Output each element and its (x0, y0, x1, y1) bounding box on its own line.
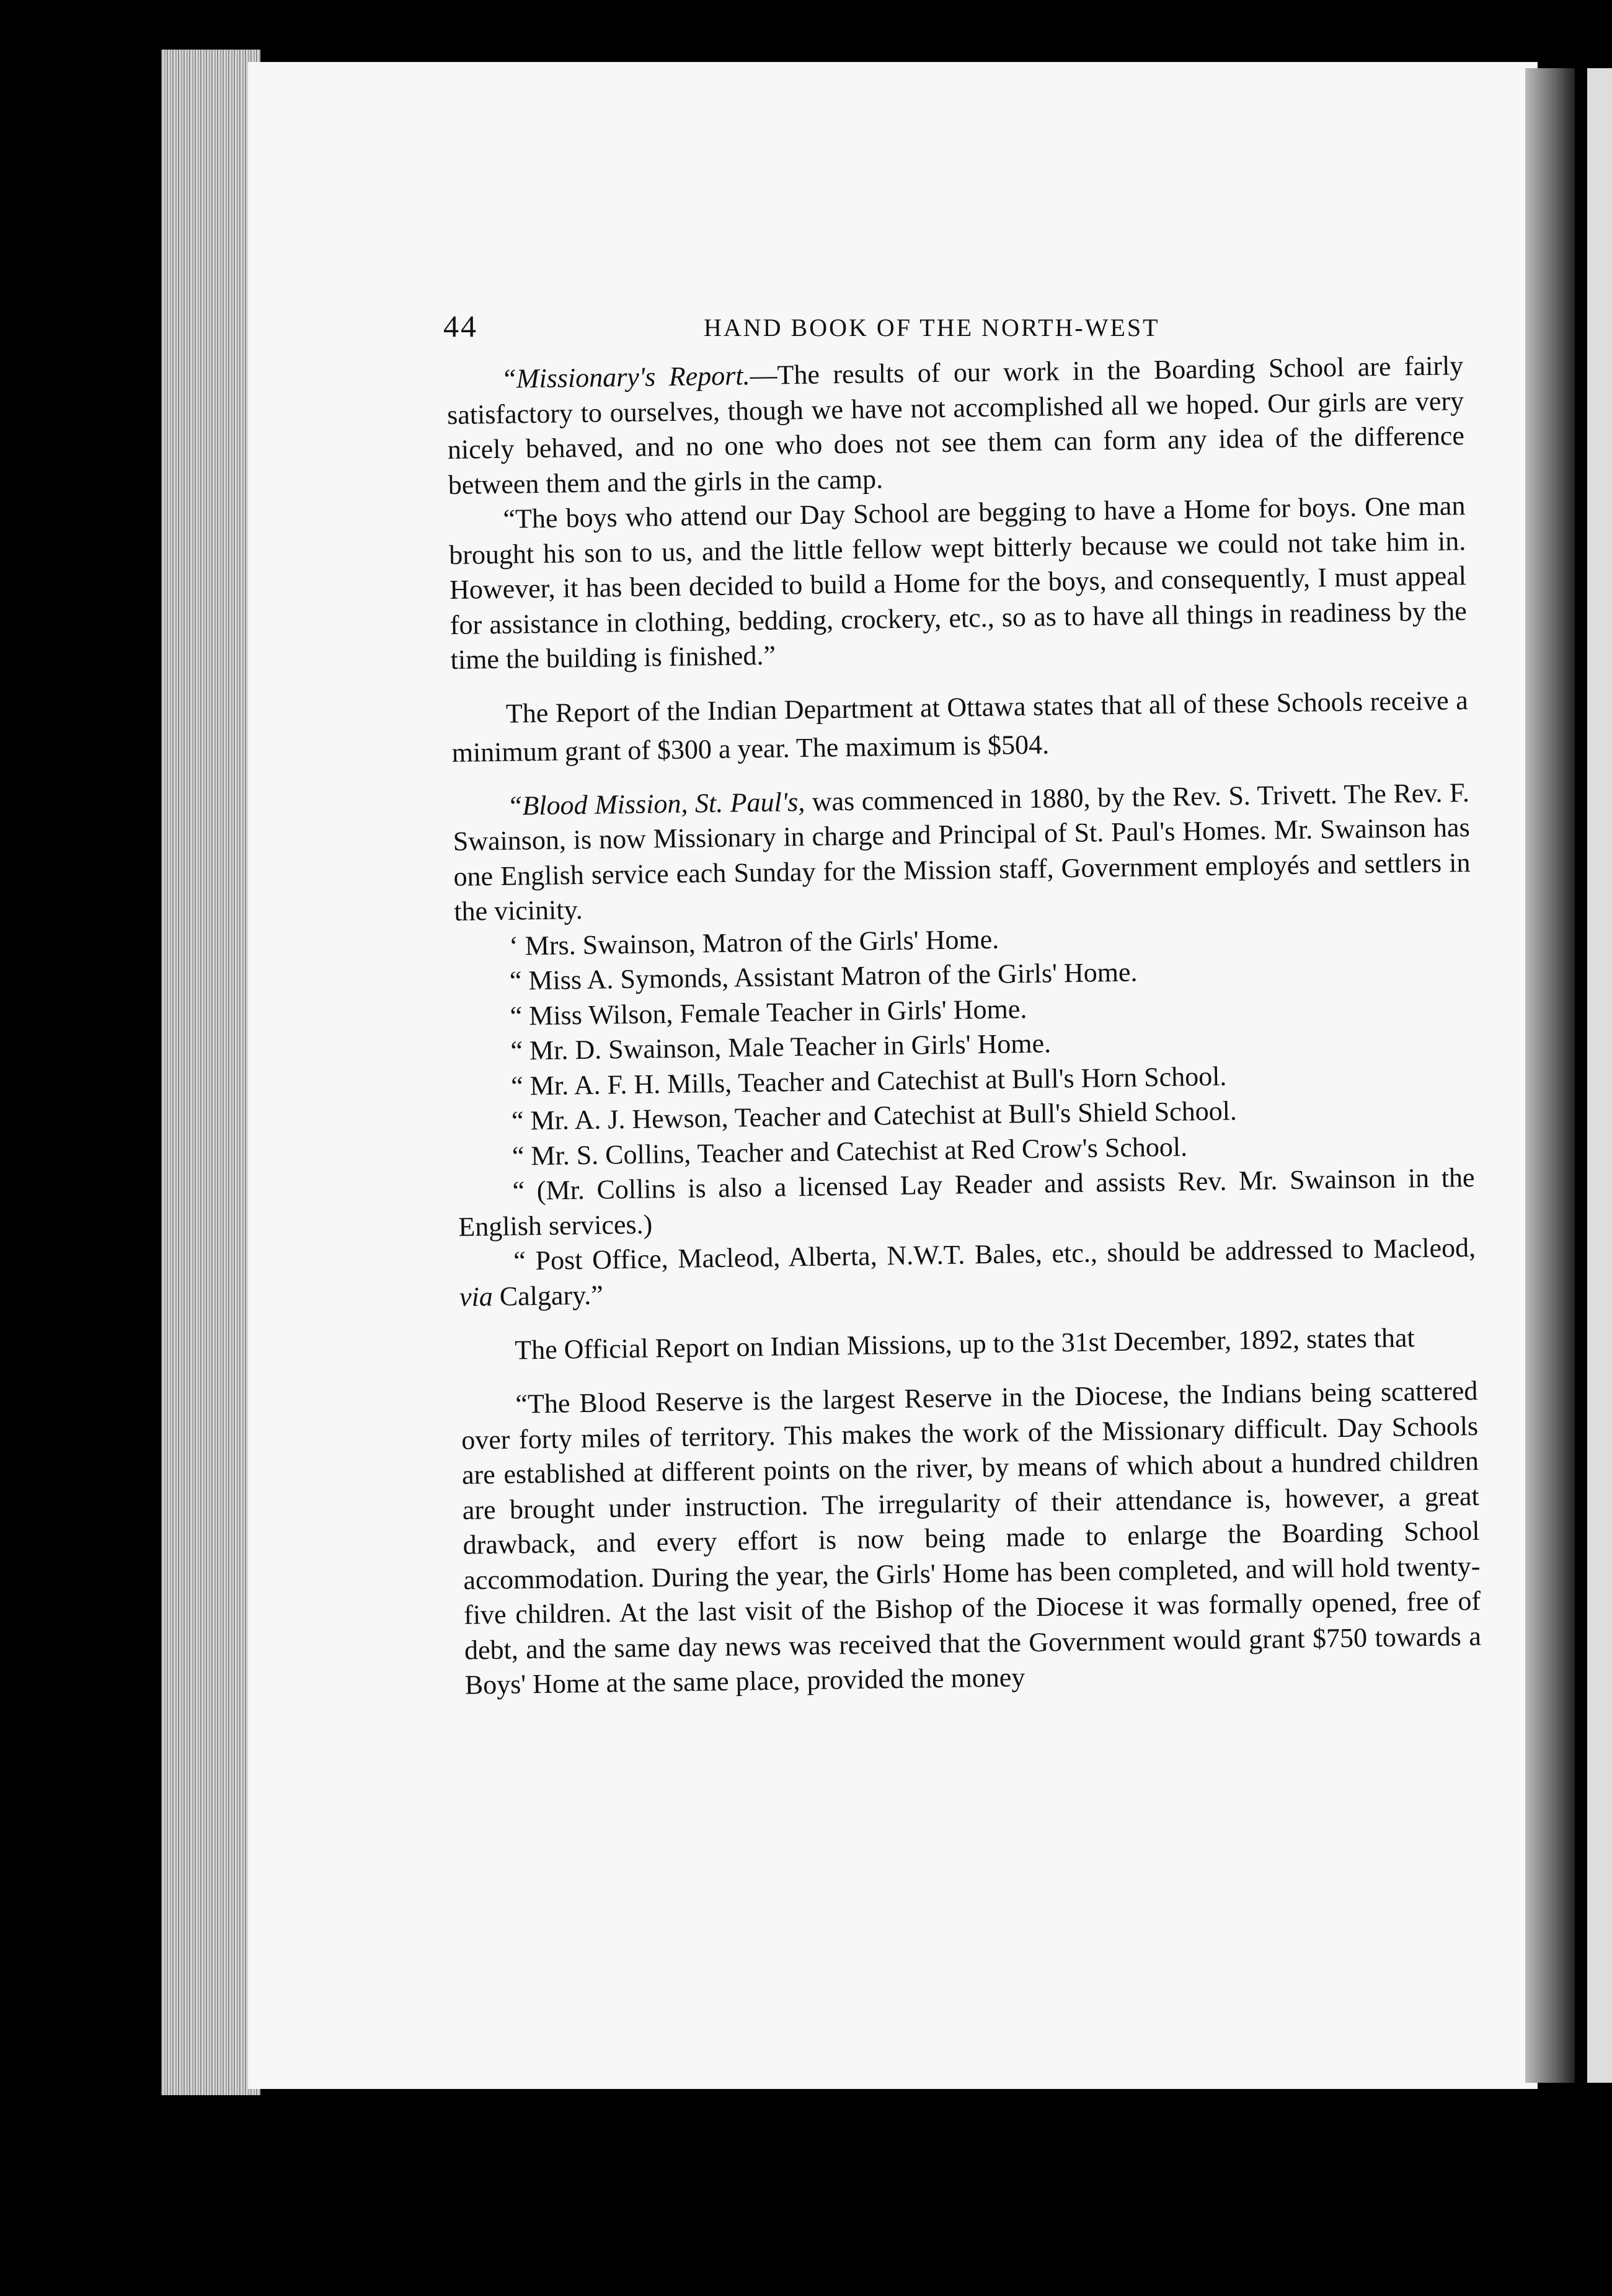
staff-line: “ Miss Wilson, Female Teacher in Girls' Home. (510, 993, 1027, 1031)
paragraph-official-report: The Official Report on Indian Missions, up to the 31st December, 1892, states that (514, 1322, 1415, 1366)
staff-line: “ Mr. A. F. H. Mills, Teacher and Catechist at Bull's Horn School. (510, 1061, 1227, 1102)
paragraph-missionary-report: “Missionary's Report.—The results of our work in the Boarding School are fairly satisfactory to ourselves, though we have not accomplished all we hoped. Our girls are very nicely behaved, and no one who does not see them can form any idea of the difference between them and the girls in the camp. (446, 350, 1465, 500)
italic-heading: “Missionary's Report. (501, 360, 750, 394)
page-body (446, 348, 1482, 1703)
page-number: 44 (443, 309, 478, 343)
staff-line: “ Mr. A. J. Hewson, Teacher and Catechist at Bull's Shield School. (511, 1095, 1238, 1136)
book-page-edges (161, 50, 260, 2095)
staff-line: “ Miss A. Symonds, Assistant Matron of the Girls' Home. (509, 956, 1138, 996)
staff-line: “ (Mr. Collins is also a licensed Lay Reader and assists Rev. Mr. Swainson in the English services.) (458, 1162, 1475, 1242)
running-head: HAND BOOK OF THE NORTH-WEST (704, 314, 1160, 342)
paragraph-blood-mission: “Blood Mission, St. Paul's, was commenced in 1880, by the Rev. S. Trivett. The Rev. F. Swainson, is now Missionary in charge and Principal of St. Paul's Homes. Mr. Swainson has one English service each Sunday for the Mission staff, Government employés and settlers in the vicinity. (453, 777, 1471, 927)
staff-line: ‘ Mrs. Swainson, Matron of the Girls' Home. (508, 924, 999, 961)
staff-line: “ Mr. S. Collins, Teacher and Catechist at Red Crow's School. (512, 1131, 1188, 1172)
book-gutter-shadow (1525, 68, 1575, 2083)
paragraph-blood-reserve: “The Blood Reserve is the largest Reserve in the Diocese, the Indians being scattered over forty miles of territory. This makes the work of the Missionary difficult. Day Schools are established at different points on the river, by means of which about a hundred children are brought under instruction. The irregularity of their attendance is, however, a great drawback, and every effort is now being made to enlarge the Boarding School accommodation. During the year, the Girls' Home has been completed, and will hold twenty-five children. At the last visit of the Bishop of the Diocese it was formally opened, free of debt, and the same day news was received that the Government would grant $750 towards a Boys' Home at the same place, provided the money (461, 1375, 1482, 1700)
staff-line: “ Mr. D. Swainson, Male Teacher in Girls' Home. (510, 1028, 1052, 1066)
paragraph-indian-department: The Report of the Indian Department at Ottawa states that all of these Schools receive a minimum grant of $300 a year. The maximum is $504. (451, 684, 1469, 768)
next-page-sliver (1587, 68, 1612, 2083)
italic-heading: “Blood Mission, St. Paul's, (507, 786, 805, 821)
paragraph-boys-home: “The boys who attend our Day School are begging to have a Home for boys. One man brought his son to us, and the little fellow wept bitterly because we could not take him in. However, it has been decided to build a Home for the boys, and consequently, I must appeal for assistance in clothing, bedding, crockery, etc., so as to have all things in readiness by the time the building is finished.” (448, 490, 1468, 675)
paragraph-post-office: “ Post Office, Macleod, Alberta, N.W.T. Bales, etc., should be addressed to Macleod, via Calgary.” (459, 1232, 1476, 1312)
